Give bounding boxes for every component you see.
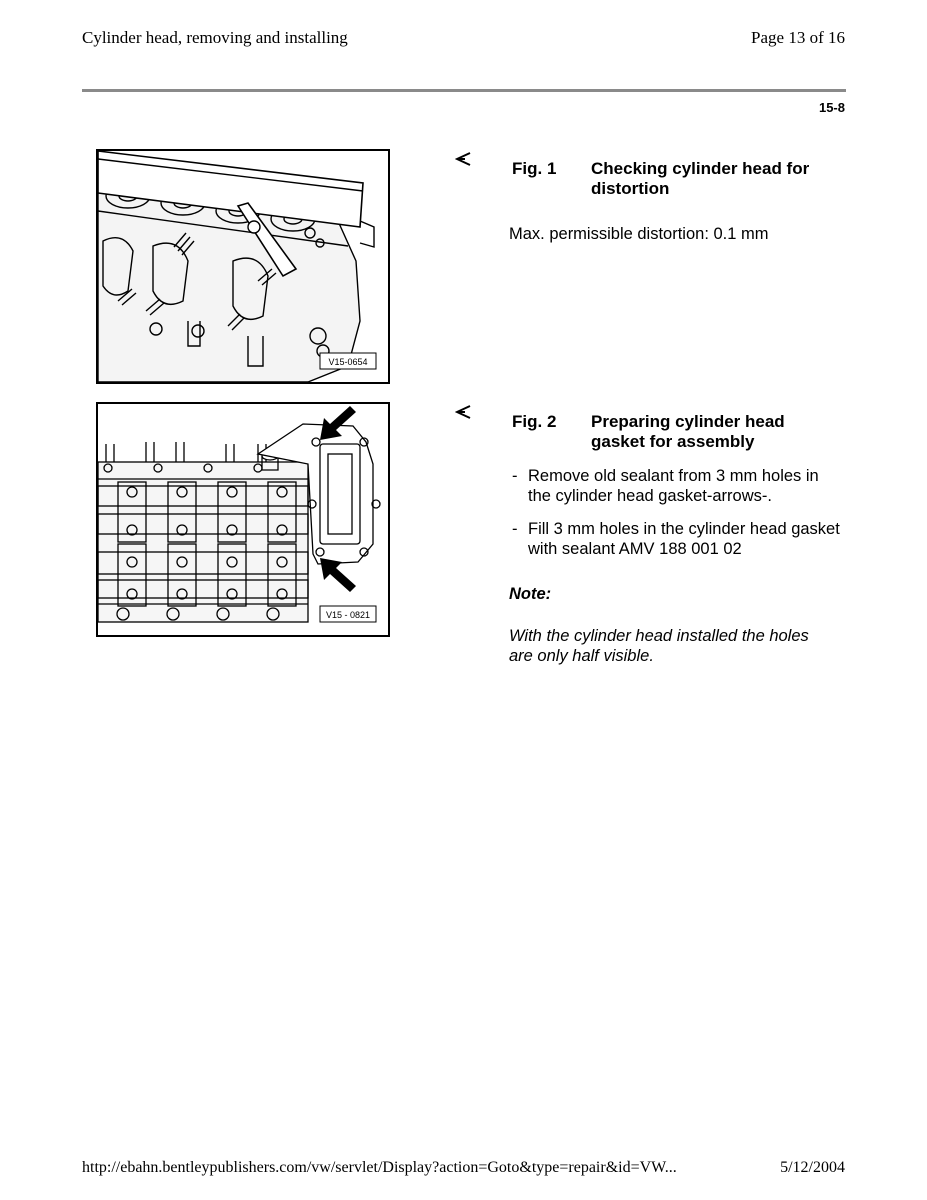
step-text: Remove old sealant from 3 mm holes in the cylinder head gasket-arrows-. — [528, 467, 819, 505]
cylinder-head-gasket-drawing — [98, 404, 388, 635]
cylinder-head-straightedge-drawing — [98, 151, 388, 382]
section-number: 15-8 — [818, 100, 845, 115]
figure-1-spec: Max. permissible distortion: 0.1 mm — [509, 225, 769, 243]
step-text: Fill 3 mm holes in the cylinder head gasket with sealant AMV 188 001 02 — [528, 520, 840, 558]
note-label: Note: — [509, 585, 552, 603]
footer-url: http://ebahn.bentleypublishers.com/vw/servlet/Display?action=Goto&type=repair&id=VW... — [82, 1159, 677, 1176]
reference-arrow-icon — [455, 405, 471, 419]
footer-date: 5/12/2004 — [780, 1159, 845, 1176]
reference-arrow-icon — [455, 152, 471, 166]
step-bullet: - — [512, 520, 518, 538]
figure-2-illustration — [96, 402, 390, 637]
figure-2-title: Preparing cylinder head gasket for assembly — [591, 412, 785, 451]
step-item — [512, 519, 842, 559]
header-divider — [82, 89, 846, 92]
step-item — [512, 466, 842, 506]
figure-2-code: V15 - 0821 — [325, 610, 371, 620]
page-number: Page 13 of 16 — [751, 28, 845, 47]
page-header-title: Cylinder head, removing and installing — [82, 28, 348, 47]
figure-1-illustration — [96, 149, 390, 384]
figure-1-code: V15-0654 — [328, 357, 368, 367]
step-bullet: - — [512, 467, 518, 485]
figure-1-title: Checking cylinder head for distortion — [591, 159, 810, 198]
figure-2-label: Fig. 2 — [512, 412, 557, 431]
figure-1-label: Fig. 1 — [512, 159, 557, 178]
note-text: With the cylinder head installed the holes are only half visible. — [509, 627, 809, 665]
